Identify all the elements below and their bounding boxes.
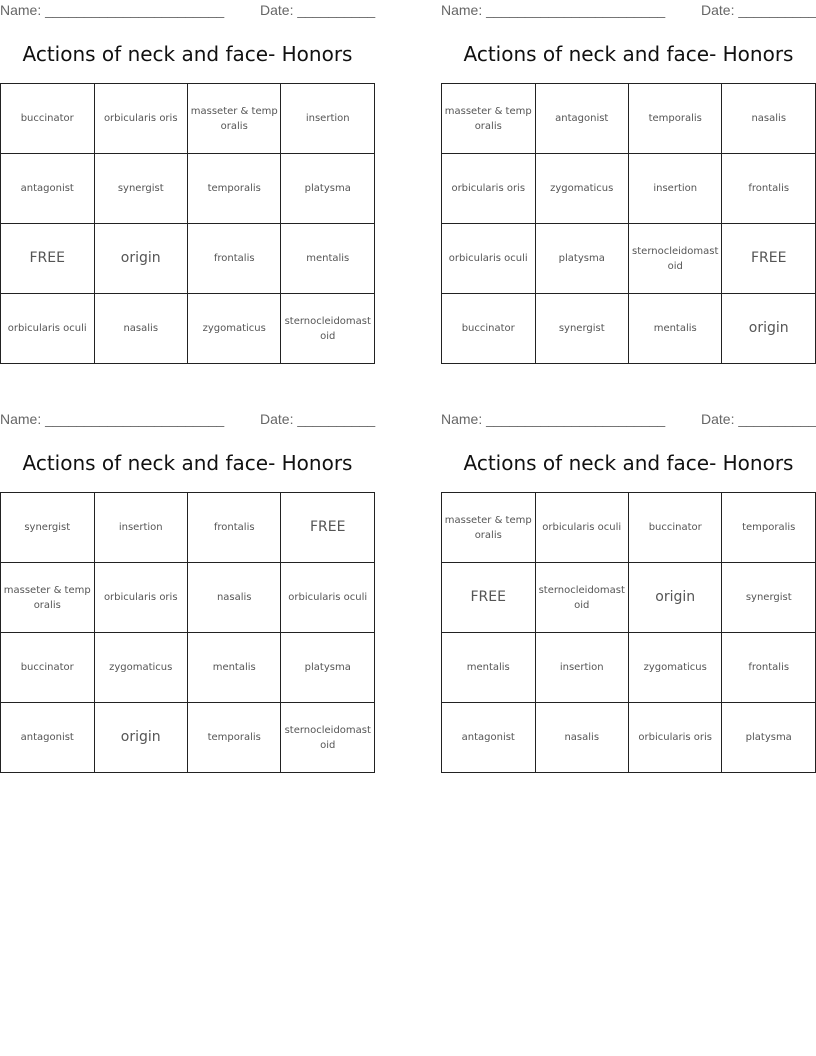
grid-cell: insertion <box>535 633 628 703</box>
grid-cell: nasalis <box>535 703 628 773</box>
card-header <box>0 411 375 429</box>
grid-cell: origin <box>94 703 187 773</box>
grid-cell: zygomaticus <box>187 294 281 364</box>
grid-cell: synergist <box>722 563 816 633</box>
bingo-grid <box>0 492 375 773</box>
grid-cell: orbicularis oris <box>94 84 187 154</box>
grid-cell: orbicularis oculi <box>442 224 536 294</box>
grid-cell: zygomaticus <box>535 154 628 224</box>
card-header <box>0 2 375 20</box>
grid-cell: buccinator <box>442 294 536 364</box>
grid-row <box>1 84 375 154</box>
grid-cell: orbicularis oris <box>442 154 536 224</box>
grid-row <box>1 154 375 224</box>
grid-cell: masseter & temporalis <box>442 493 536 563</box>
grid-cell: FREE <box>442 563 536 633</box>
grid-cell: synergist <box>94 154 187 224</box>
grid-cell: antagonist <box>1 703 95 773</box>
grid-row <box>442 84 816 154</box>
grid-cell: temporalis <box>187 703 281 773</box>
name-field-label: Name: _______________________ <box>441 411 666 427</box>
grid-row <box>1 493 375 563</box>
grid-cell: temporalis <box>628 84 722 154</box>
grid-cell: sternocleidomastoid <box>281 703 375 773</box>
grid-cell: synergist <box>535 294 628 364</box>
card-header <box>441 411 816 429</box>
grid-cell: FREE <box>1 224 95 294</box>
bingo-grid <box>441 492 816 773</box>
grid-cell: masseter & temporalis <box>1 563 95 633</box>
grid-cell: insertion <box>281 84 375 154</box>
date-field-label: Date: __________ <box>701 2 816 18</box>
grid-cell: synergist <box>1 493 95 563</box>
grid-cell: antagonist <box>535 84 628 154</box>
grid-row <box>442 493 816 563</box>
grid-cell: antagonist <box>442 703 536 773</box>
grid-row <box>442 633 816 703</box>
grid-cell: platysma <box>281 154 375 224</box>
grid-row <box>1 294 375 364</box>
grid-cell: sternocleidomastoid <box>535 563 628 633</box>
grid-cell: buccinator <box>1 633 95 703</box>
grid-cell: temporalis <box>722 493 816 563</box>
grid-cell: orbicularis oculi <box>281 563 375 633</box>
grid-row <box>442 154 816 224</box>
grid-cell: platysma <box>722 703 816 773</box>
date-field-label: Date: __________ <box>260 411 376 427</box>
grid-cell: frontalis <box>722 633 816 703</box>
grid-cell: frontalis <box>722 154 816 224</box>
grid-cell: orbicularis oculi <box>1 294 95 364</box>
grid-cell: sternocleidomastoid <box>628 224 722 294</box>
card-title: Actions of neck and face- Honors <box>463 451 794 475</box>
card-title: Actions of neck and face- Honors <box>22 451 353 475</box>
grid-cell: origin <box>722 294 816 364</box>
bingo-card-4 <box>441 409 816 779</box>
grid-cell: masseter & temporalis <box>187 84 281 154</box>
card-title: Actions of neck and face- Honors <box>22 42 353 66</box>
bingo-card-2 <box>441 0 816 370</box>
grid-row <box>442 224 816 294</box>
grid-row <box>1 563 375 633</box>
grid-row <box>442 703 816 773</box>
grid-cell: orbicularis oris <box>94 563 187 633</box>
grid-cell: frontalis <box>187 224 281 294</box>
date-field-label: Date: __________ <box>260 2 376 18</box>
grid-cell: nasalis <box>94 294 187 364</box>
grid-cell: buccinator <box>628 493 721 563</box>
bingo-card-1 <box>0 0 375 370</box>
grid-cell: orbicularis oris <box>628 703 721 773</box>
bingo-grid <box>0 83 375 364</box>
grid-cell: antagonist <box>1 154 95 224</box>
name-field-label: Name: _______________________ <box>0 411 225 427</box>
name-field-label: Name: _______________________ <box>0 2 225 18</box>
grid-cell: mentalis <box>187 633 281 703</box>
grid-cell: nasalis <box>722 84 816 154</box>
grid-cell: insertion <box>94 493 187 563</box>
grid-cell: zygomaticus <box>94 633 187 703</box>
grid-row <box>1 224 375 294</box>
grid-row <box>442 563 816 633</box>
grid-cell: mentalis <box>628 294 722 364</box>
grid-cell: frontalis <box>187 493 281 563</box>
grid-cell: mentalis <box>442 633 536 703</box>
grid-cell: masseter & temporalis <box>442 84 536 154</box>
card-header <box>441 2 816 20</box>
grid-cell: origin <box>94 224 187 294</box>
grid-cell: nasalis <box>187 563 281 633</box>
grid-row <box>1 633 375 703</box>
grid-cell: sternocleidomastoid <box>281 294 375 364</box>
grid-cell: origin <box>628 563 721 633</box>
grid-cell: buccinator <box>1 84 95 154</box>
grid-row <box>442 294 816 364</box>
bingo-grid <box>441 83 816 364</box>
grid-cell: platysma <box>535 224 628 294</box>
name-field-label: Name: _______________________ <box>441 2 666 18</box>
grid-cell: FREE <box>722 224 816 294</box>
grid-cell: zygomaticus <box>628 633 721 703</box>
card-title: Actions of neck and face- Honors <box>463 42 794 66</box>
grid-cell: FREE <box>281 493 375 563</box>
bingo-card-3 <box>0 409 375 779</box>
grid-cell: orbicularis oculi <box>535 493 628 563</box>
grid-cell: platysma <box>281 633 375 703</box>
date-field-label: Date: __________ <box>701 411 816 427</box>
grid-row <box>1 703 375 773</box>
grid-cell: insertion <box>628 154 722 224</box>
grid-cell: mentalis <box>281 224 375 294</box>
grid-cell: temporalis <box>187 154 281 224</box>
